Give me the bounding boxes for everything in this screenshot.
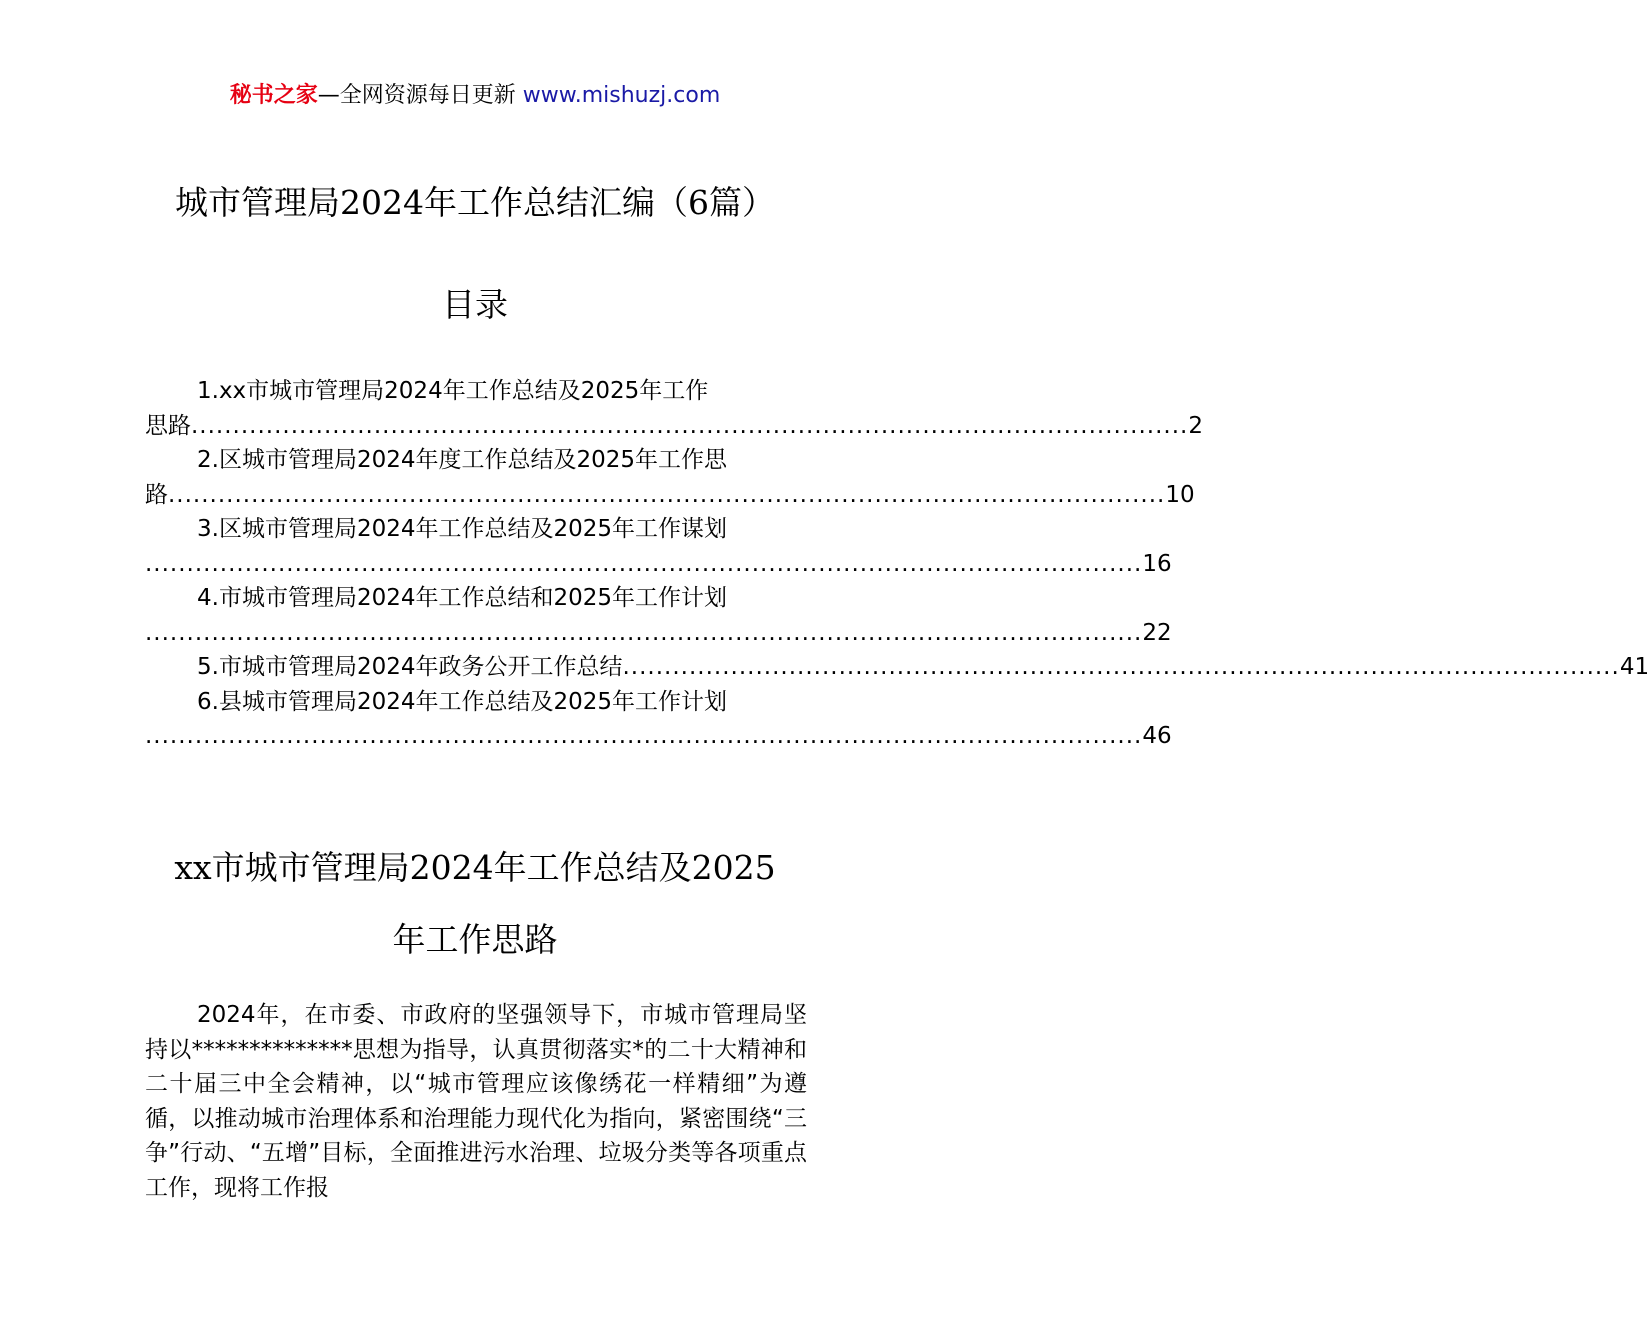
section-paragraph: 2024年，在市委、市政府的坚强领导下，市城市管理局坚持以**************思想为指导，认真贯彻落实*的二十大精神和二十届三中全会精神，以“城市管理应该像绣花一样精细”为遵循，以推动城市治理体系和治理能力现代化为指向，紧密围绕“三争”行动、“五增”目标，全面推进污水治理、垃圾分类等各项重点工作，现将工作报 <box>145 1002 807 1201</box>
toc-entry-6-line1[interactable]: 6.县城市管理局2024年工作总结及2025年工作计划 <box>197 688 728 715</box>
toc-entry-1-line1[interactable]: 1.xx市城市管理局2024年工作总结及2025年工作 <box>197 378 709 404</box>
toc-entry-3-page: 16 <box>1142 550 1172 577</box>
toc-leader: ........................................................................................................................ <box>145 550 1143 577</box>
site-tagline: —全网资源每日更新 <box>317 83 516 108</box>
site-header <box>0 80 950 112</box>
site-url-link[interactable]: www.mishuzj.com <box>522 83 721 108</box>
toc-heading: 目录 <box>442 285 508 324</box>
toc-leader: ........................................................................................................................ <box>145 723 1143 749</box>
toc-entry-6-page: 46 <box>1142 723 1172 749</box>
toc-entry-4-page: 22 <box>1142 619 1172 646</box>
toc-entry-4-line1[interactable]: 4.市城市管理局2024年工作总结和2025年工作计划 <box>197 585 728 611</box>
document-title: 城市管理局2024年工作总结汇编（6篇） <box>175 183 775 222</box>
section-title-line2: 年工作思路 <box>392 920 558 959</box>
toc-entry-5[interactable] <box>145 650 1649 685</box>
table-of-contents <box>145 374 1649 754</box>
toc-entry-2-page: 10 <box>1165 481 1195 508</box>
toc-leader: ........................................................................................................................ <box>622 654 1620 680</box>
toc-entry-6-line2[interactable] <box>145 719 1172 754</box>
toc-entry-2-tail: 路 <box>145 481 168 508</box>
section-title <box>0 832 950 976</box>
toc-entry-1-line2[interactable] <box>145 409 1203 444</box>
toc-leader: ........................................................................................................................ <box>145 619 1143 646</box>
toc-entry-2-line1[interactable]: 2.区城市管理局2024年度工作总结及2025年工作思 <box>197 447 728 473</box>
toc-entry-3-line1[interactable]: 3.区城市管理局2024年工作总结及2025年工作谋划 <box>197 516 728 542</box>
toc-entry-5-title: 5.市城市管理局2024年政务公开工作总结 <box>197 654 623 680</box>
toc-leader: ........................................................................................................................ <box>168 481 1166 508</box>
toc-entry-1-tail: 思路 <box>145 412 191 439</box>
section-title-line1: xx市城市管理局2024年工作总结及2025 <box>174 848 776 887</box>
toc-entry-1-page: 2 <box>1188 412 1203 439</box>
toc-entry-4-line2[interactable] <box>145 616 1172 651</box>
toc-entry-2-line2[interactable] <box>145 478 1195 513</box>
toc-entry-3-line2[interactable] <box>145 547 1172 582</box>
site-brand: 秘书之家 <box>229 83 318 108</box>
toc-entry-5-page: 41 <box>1619 654 1649 680</box>
toc-leader: ........................................................................................................................ <box>191 412 1189 439</box>
